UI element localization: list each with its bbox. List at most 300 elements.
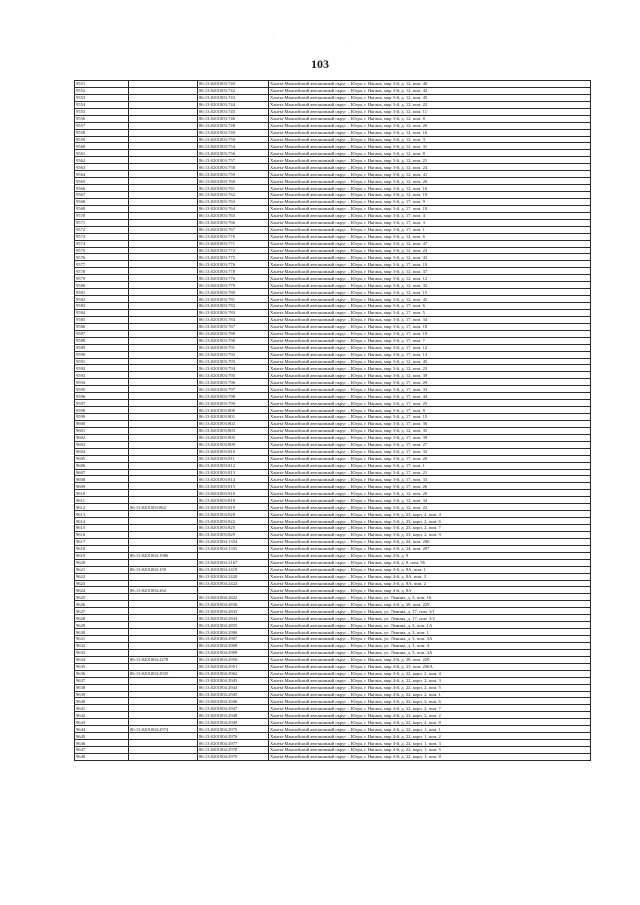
previous-cadastral-cell [129,615,198,622]
address-detail: мкр 3-й, д. 12, пом. 39 [384,372,428,378]
previous-cadastral-cell [129,87,198,94]
table-row [75,573,591,580]
table-row [75,108,591,115]
row-number-cell: 9624 [75,587,129,594]
previous-cadastral-cell [129,219,198,226]
cadastral-number-cell: 86:13:0201003:766 [198,219,269,226]
table-row [75,157,591,164]
previous-cadastral-cell [129,747,198,754]
previous-cadastral-cell [129,136,198,143]
table-row [75,386,591,393]
address-cell [269,719,591,726]
cadastral-number-cell: 86:13:0201003:744 [198,101,269,108]
cadastral-number-cell: 86:13:0201003:792 [198,351,269,358]
address-prefix: Ханты-Мансийский автономный округ – Югра, г. Нягань, [270,636,385,642]
cadastral-number-cell: 86:13:0201003:814 [198,476,269,483]
table-row [75,344,591,351]
address-prefix: Ханты-Мансийский автономный округ – Югра, г. Нягань, [270,268,385,274]
address-prefix: Ханты-Мансийский автономный округ – Югра, г. Нягань, [270,331,385,337]
address-prefix: Ханты-Мансийский автономный округ – Югра, г. Нягань, [270,324,385,330]
address-cell [269,698,591,705]
cadastral-number-cell: 86:13:0201003:825 [198,525,269,532]
address-prefix: Ханты-Мансийский автономный округ – Югра, г. Нягань, [270,511,385,517]
address-cell [269,261,591,268]
row-number-cell: 9642 [75,712,129,719]
table-row [75,525,591,532]
table-row [75,268,591,275]
previous-cadastral-cell: 86:13:0201003:862 [129,504,198,511]
address-cell [269,268,591,275]
cadastral-number-cell: 86:13:0201003:760 [198,178,269,185]
address-cell [269,358,591,365]
address-cell [269,420,591,427]
row-number-cell: 9569 [75,205,129,212]
address-detail: мкр 4-й, д. 22, корп. 1, пом. 3 [384,740,441,746]
address-detail: ул. Ленина, д. 3, пом. 4 [384,643,429,649]
cadastral-number-cell: 86:13:0201004:2949 [198,719,269,726]
cadastral-number-cell: 86:13:0201004:2843 [198,608,269,615]
table-row [75,531,591,538]
address-prefix: Ханты-Мансийский автономный округ – Югра, г. Нягань, [270,525,385,531]
previous-cadastral-cell [129,247,198,254]
row-number-cell: 9561 [75,150,129,157]
address-prefix: Ханты-Мансийский автономный округ – Югра, г. Нягань, [270,289,385,295]
address-cell [269,525,591,532]
address-prefix: Ханты-Мансийский автономный округ – Югра, г. Нягань, [270,220,385,226]
row-number-cell: 9553 [75,94,129,101]
address-detail: мкр 3-й, д. 12, пом. 26 [384,178,428,184]
address-detail: мкр 3-й, д. 12, пом. 6 [384,234,425,240]
cadastral-number-cell: 86:13:0201003:745 [198,108,269,115]
cadastral-number-cell: 86:13:0201003:765 [198,212,269,219]
previous-cadastral-cell: 86:13:0201004:2935 [129,670,198,677]
cadastral-number-cell: 86:13:0201004:2908 [198,642,269,649]
address-prefix: Ханты-Мансийский автономный округ – Югра, г. Нягань, [270,164,385,170]
cadastral-number-cell: 86:13:0201003:767 [198,226,269,233]
address-cell [269,642,591,649]
cadastral-number-cell: 86:13:0201003:790 [198,337,269,344]
table-row [75,587,591,594]
address-cell [269,552,591,559]
address-detail: мкр 4-й, д. 8А [384,587,412,593]
table-row [75,629,591,636]
address-cell [269,476,591,483]
address-cell [269,434,591,441]
row-number-cell: 9610 [75,490,129,497]
row-number-cell: 9562 [75,157,129,164]
address-prefix: Ханты-Мансийский автономный округ – Югра, г. Нягань, [270,754,385,760]
table-row [75,642,591,649]
row-number-cell: 9595 [75,386,129,393]
previous-cadastral-cell [129,226,198,233]
row-number-cell: 9623 [75,580,129,587]
table-row [75,205,591,212]
row-number-cell: 9619 [75,552,129,559]
address-prefix: Ханты-Мансийский автономный округ – Югра, г. Нягань, [270,712,385,718]
address-prefix: Ханты-Мансийский автономный округ – Югра, г. Нягань, [270,733,385,739]
cadastral-number-cell: 86:13:0201003:763 [198,198,269,205]
cadastral-number-cell: 86:13:0201004:2977 [198,740,269,747]
address-detail: мкр 3-й, д. 12, пом. 24 [384,164,428,170]
previous-cadastral-cell [129,296,198,303]
address-cell [269,379,591,386]
address-cell [269,171,591,178]
cadastral-number-cell: 86:13:0201004:2975 [198,726,269,733]
previous-cadastral-cell [129,289,198,296]
address-prefix: Ханты-Мансийский автономный округ – Югра, г. Нягань, [270,123,385,129]
address-cell [269,649,591,656]
address-cell [269,670,591,677]
previous-cadastral-cell [129,441,198,448]
cadastral-number-cell: 86:13:0201003:784 [198,316,269,323]
cadastral-number-cell: 86:13:0201003:776 [198,275,269,282]
address-cell [269,94,591,101]
cadastral-number-cell: 86:13:0201004:2947 [198,705,269,712]
address-detail: мкр 4-й, д. 8А, пом. 3 [384,574,426,580]
address-detail: мкр 3-й, д. 17, пом. 19 [384,331,428,337]
address-cell [269,448,591,455]
row-number-cell: 9643 [75,719,129,726]
cadastral-number-cell: 86:13:0201004:2945 [198,691,269,698]
address-cell [269,275,591,282]
previous-cadastral-cell [129,150,198,157]
address-cell [269,545,591,552]
address-detail: мкр 3-й, д. 12, пом. 15 [384,289,428,295]
table-row [75,358,591,365]
row-number-cell: 9618 [75,545,129,552]
address-cell [269,594,591,601]
address-detail: мкр 3-й, д. 17, пом. 44 [384,393,428,399]
address-detail: мкр 3-й, д. 17, пом. 25 [384,400,428,406]
table-row [75,719,591,726]
address-prefix: Ханты-Мансийский автономный округ – Югра, г. Нягань, [270,143,385,149]
previous-cadastral-cell [129,337,198,344]
table-row [75,164,591,171]
address-cell [269,441,591,448]
previous-cadastral-cell [129,677,198,684]
table-row [75,608,591,615]
row-number-cell: 9551 [75,81,129,88]
previous-cadastral-cell [129,642,198,649]
previous-cadastral-cell [129,261,198,268]
address-cell [269,129,591,136]
address-cell [269,386,591,393]
address-cell [269,677,591,684]
address-detail: мкр 3-й, д. 17, пом. 33 [384,476,428,482]
address-cell [269,747,591,754]
address-cell [269,393,591,400]
table-row [75,434,591,441]
row-number-cell: 9584 [75,309,129,316]
cadastral-number-cell: 86:13:0201004:2822 [198,594,269,601]
address-cell [269,573,591,580]
row-number-cell: 9620 [75,559,129,566]
cadastral-number-cell: 86:13:0201003:813 [198,469,269,476]
address-cell [269,407,591,414]
previous-cadastral-cell [129,573,198,580]
cadastral-number-cell: 86:13:0201003:819 [198,504,269,511]
address-prefix: Ханты-Мансийский автономный округ – Югра, г. Нягань, [270,157,385,163]
address-detail: мкр 3-й, д. 17, пом. 10 [384,261,428,267]
address-detail: мкр 3-й, д. 17, пом. 7 [384,338,425,344]
table-row [75,753,591,760]
address-prefix: Ханты-Мансийский автономный округ – Югра, г. Нягань, [270,282,385,288]
address-prefix: Ханты-Мансийский автономный округ – Югра, г. Нягань, [270,567,385,573]
address-prefix: Ханты-Мансийский автономный округ – Югра, г. Нягань, [270,247,385,253]
address-cell [269,427,591,434]
address-detail: мкр 3-й, д. 12, пом. 45 [384,358,428,364]
address-cell [269,296,591,303]
previous-cadastral-cell [129,330,198,337]
scan-speck: · [273,36,275,41]
previous-cadastral-cell [129,178,198,185]
address-prefix: Ханты-Мансийский автономный округ – Югра, г. Нягань, [270,469,385,475]
row-number-cell: 9626 [75,601,129,608]
row-number-cell: 9556 [75,115,129,122]
row-number-cell: 9596 [75,393,129,400]
address-cell [269,372,591,379]
previous-cadastral-cell [129,455,198,462]
cadastral-number-cell: 86:13:0201004:2909 [198,649,269,656]
cadastral-number-cell: 86:13:0201004:2943 [198,677,269,684]
row-number-cell: 9647 [75,747,129,754]
address-cell [269,712,591,719]
address-prefix: Ханты-Мансийский автономный округ – Югра, г. Нягань, [270,393,385,399]
address-prefix: Ханты-Мансийский автономный округ – Югра, г. Нягань, [270,685,385,691]
previous-cadastral-cell [129,531,198,538]
cadastral-number-cell: 86:13:0201004:2907 [198,636,269,643]
row-number-cell: 9588 [75,337,129,344]
row-number-cell: 9565 [75,178,129,185]
address-cell [269,636,591,643]
row-number-cell: 9615 [75,525,129,532]
address-detail: мкр 3-й, д. 17, пом. 39 [384,435,428,441]
previous-cadastral-cell: 86:13:0201004:2974 [129,726,198,733]
row-number-cell: 9573 [75,233,129,240]
previous-cadastral-cell [129,81,198,88]
address-prefix: Ханты-Мансийский автономный округ – Югра, г. Нягань, [270,407,385,413]
address-prefix: Ханты-Мансийский автономный округ – Югра, г. Нягань, [270,719,385,725]
cadastral-number-cell: 86:13:0201003:829 [198,531,269,538]
row-number-cell: 9599 [75,414,129,421]
row-number-cell: 9640 [75,698,129,705]
address-prefix: Ханты-Мансийский автономный округ – Югра, г. Нягань, [270,539,385,545]
row-number-cell: 9593 [75,372,129,379]
address-cell [269,247,591,254]
row-number-cell: 9616 [75,531,129,538]
row-number-cell: 9641 [75,705,129,712]
cadastral-number-cell: 86:13:0201003:771 [198,240,269,247]
table-row [75,407,591,414]
row-number-cell: 9639 [75,691,129,698]
address-prefix: Ханты-Мансийский автономный округ – Югра, г. Нягань, [270,532,385,538]
address-cell [269,740,591,747]
table-row [75,185,591,192]
address-detail: мкр 4-й, д. 22, корп. 2, пом. 5 [384,685,441,691]
address-detail: мкр 3-й, д. 12, пом. 3 [384,136,425,142]
table-row [75,656,591,663]
address-cell [269,143,591,150]
row-number-cell: 9594 [75,379,129,386]
address-detail: мкр 3-й, д. 23, корп. 2, пом. 4 [384,511,441,517]
previous-cadastral-cell [129,719,198,726]
address-cell [269,691,591,698]
address-detail: мкр 4-й, д. 22, корп. 2, пом. 2 [384,712,441,718]
address-cell [269,469,591,476]
previous-cadastral-cell [129,649,198,656]
address-prefix: Ханты-Мансийский автономный округ – Югра, г. Нягань, [270,400,385,406]
table-row [75,296,591,303]
address-detail: мкр 3-й, д. 17, пом. 33 [384,386,428,392]
address-prefix: Ханты-Мансийский автономный округ – Югра, г. Нягань, [270,365,385,371]
cadastral-number-cell: 86:13:0201003:793 [198,358,269,365]
row-number-cell: 9603 [75,441,129,448]
address-cell [269,289,591,296]
previous-cadastral-cell [129,400,198,407]
address-cell [269,531,591,538]
table-row [75,622,591,629]
table-row [75,566,591,573]
row-number-cell: 9566 [75,185,129,192]
table-row [75,400,591,407]
previous-cadastral-cell [129,462,198,469]
cadastral-number-cell: 86:13:0201003:772 [198,247,269,254]
address-prefix: Ханты-Мансийский автономный округ – Югра, г. Нягань, [270,643,385,649]
address-prefix: Ханты-Мансийский автономный округ – Югра, г. Нягань, [270,227,385,233]
address-detail: мкр 3-й, д. 12, пом. 47 [384,241,428,247]
previous-cadastral-cell [129,316,198,323]
address-detail: мкр 3-й, д. 17, пом. 12 [384,345,428,351]
cadastral-number-cell: 86:13:0201003:797 [198,386,269,393]
row-number-cell: 9607 [75,469,129,476]
address-detail: мкр 4-й, д. 22, корп. 2, пом. 1 [384,691,441,697]
previous-cadastral-cell [129,386,198,393]
previous-cadastral-cell [129,629,198,636]
address-detail: мкр 3-й, д. 12, пом. 11 [384,109,428,115]
previous-cadastral-cell [129,157,198,164]
table-row [75,733,591,740]
previous-cadastral-cell [129,129,198,136]
address-prefix: Ханты-Мансийский автономный округ – Югра, г. Нягань, [270,504,385,510]
address-prefix: Ханты-Мансийский автономный округ – Югра, г. Нягань, [270,497,385,503]
table-row [75,559,591,566]
address-detail: мкр 4-й, д. 28, пом. 229 [384,601,430,607]
address-detail: мкр 3-й, д. 12, пом. 41 [384,171,428,177]
row-number-cell: 9606 [75,462,129,469]
address-prefix: Ханты-Мансийский автономный округ – Югра, г. Нягань, [270,206,385,212]
address-detail: мкр 4-й, д. 22, корп. 2, пом. 4 [384,671,441,677]
address-prefix: Ханты-Мансийский автономный округ – Югра, г. Нягань, [270,421,385,427]
address-detail: мкр 4-й, д. 24, пом. 207 [384,546,430,552]
address-cell [269,566,591,573]
table-row [75,497,591,504]
address-prefix: Ханты-Мансийский автономный округ – Югра, г. Нягань, [270,449,385,455]
address-cell [269,115,591,122]
address-detail: мкр 4-й, д. 23, пом. 236А [384,664,433,670]
address-detail: мкр 4-й, д. 8А, пом. 2 [384,580,426,586]
row-number-cell: 9574 [75,240,129,247]
table-row [75,594,591,601]
previous-cadastral-cell [129,379,198,386]
row-number-cell: 9576 [75,254,129,261]
address-detail: мкр 3-й, д. 12, пом. 12 [384,275,428,281]
row-number-cell: 9637 [75,677,129,684]
cadastral-number-cell: 86:13:0201003:818 [198,497,269,504]
table-row [75,663,591,670]
address-cell [269,538,591,545]
row-number-cell: 9638 [75,684,129,691]
address-prefix: Ханты-Мансийский автономный округ – Югра, г. Нягань, [270,442,385,448]
table-row [75,649,591,656]
table-row [75,601,591,608]
table-row [75,552,591,559]
address-cell [269,518,591,525]
address-prefix: Ханты-Мансийский автономный округ – Югра, г. Нягань, [270,95,385,101]
address-prefix: Ханты-Мансийский автономный округ – Югра, г. Нягань, [270,546,385,552]
previous-cadastral-cell [129,323,198,330]
cadastral-number-cell: 86:13:0201003:761 [198,185,269,192]
address-detail: мкр 3-й, д. 17, пом. 13 [384,352,428,358]
table-row [75,254,591,261]
table-row [75,740,591,747]
address-prefix: Ханты-Мансийский автономный округ – Югра, г. Нягань, [270,483,385,489]
previous-cadastral-cell [129,497,198,504]
table-row [75,87,591,94]
table-body [75,81,591,761]
address-prefix: Ханты-Мансийский автономный округ – Югра, г. Нягань, [270,594,385,600]
address-detail: мкр 4-й, д. 22, корп. 2, пом. 8 [384,719,441,725]
address-detail: мкр 3-й, д. 12, пом. 8 [384,150,425,156]
address-detail: мкр 3-й, д. 12, пом. 43 [384,254,428,260]
address-cell [269,483,591,490]
address-prefix: Ханты-Мансийский автономный округ – Югра, г. Нягань, [270,414,385,420]
cadastral-number-cell: 86:13:0201003:776 [198,261,269,268]
previous-cadastral-cell [129,275,198,282]
address-detail: мкр 3-й, д. 12, пом. 35 [384,428,428,434]
address-prefix: Ханты-Мансийский автономный округ – Югра, г. Нягань, [270,303,385,309]
previous-cadastral-cell [129,108,198,115]
row-number-cell: 9634 [75,656,129,663]
address-detail: мкр 3-й, д. 12, пом. 21 [384,157,428,163]
address-detail: мкр 3-й, д. 12, пом. 16 [384,185,428,191]
address-detail: мкр 3-й, д. 12, пом. 31 [384,143,428,149]
cadastral-number-cell: 86:13:0201004:2979 [198,753,269,760]
table-row [75,240,591,247]
address-detail: мкр 3-й, д. 12, пом. 42 [384,88,428,94]
cadastral-number-cell: 86:13:0201003:799 [198,400,269,407]
cadastral-number-cell: 86:13:0201004:2950 [198,656,269,663]
cadastral-number-cell: 86:13:0201003:810 [198,448,269,455]
address-detail: мкр 3-й, д. 17, пом. 1 [384,463,425,469]
row-number-cell: 9558 [75,129,129,136]
address-detail: мкр 3-й, д. 17, пом. 18 [384,206,428,212]
address-cell [269,108,591,115]
address-prefix: Ханты-Мансийский автономный округ – Югра, г. Нягань, [270,81,385,87]
row-number-cell: 9564 [75,171,129,178]
previous-cadastral-cell: 86:13:0201004:159 [129,566,198,573]
table-row [75,198,591,205]
address-prefix: Ханты-Мансийский автономный округ – Югра, г. Нягань, [270,580,385,586]
address-cell [269,330,591,337]
previous-cadastral-cell [129,303,198,310]
table-row [75,448,591,455]
address-cell [269,726,591,733]
address-cell [269,282,591,289]
row-number-cell: 9592 [75,365,129,372]
address-cell [269,198,591,205]
address-prefix: Ханты-Мансийский автономный округ – Югра, г. Нягань, [270,740,385,746]
previous-cadastral-cell [129,559,198,566]
